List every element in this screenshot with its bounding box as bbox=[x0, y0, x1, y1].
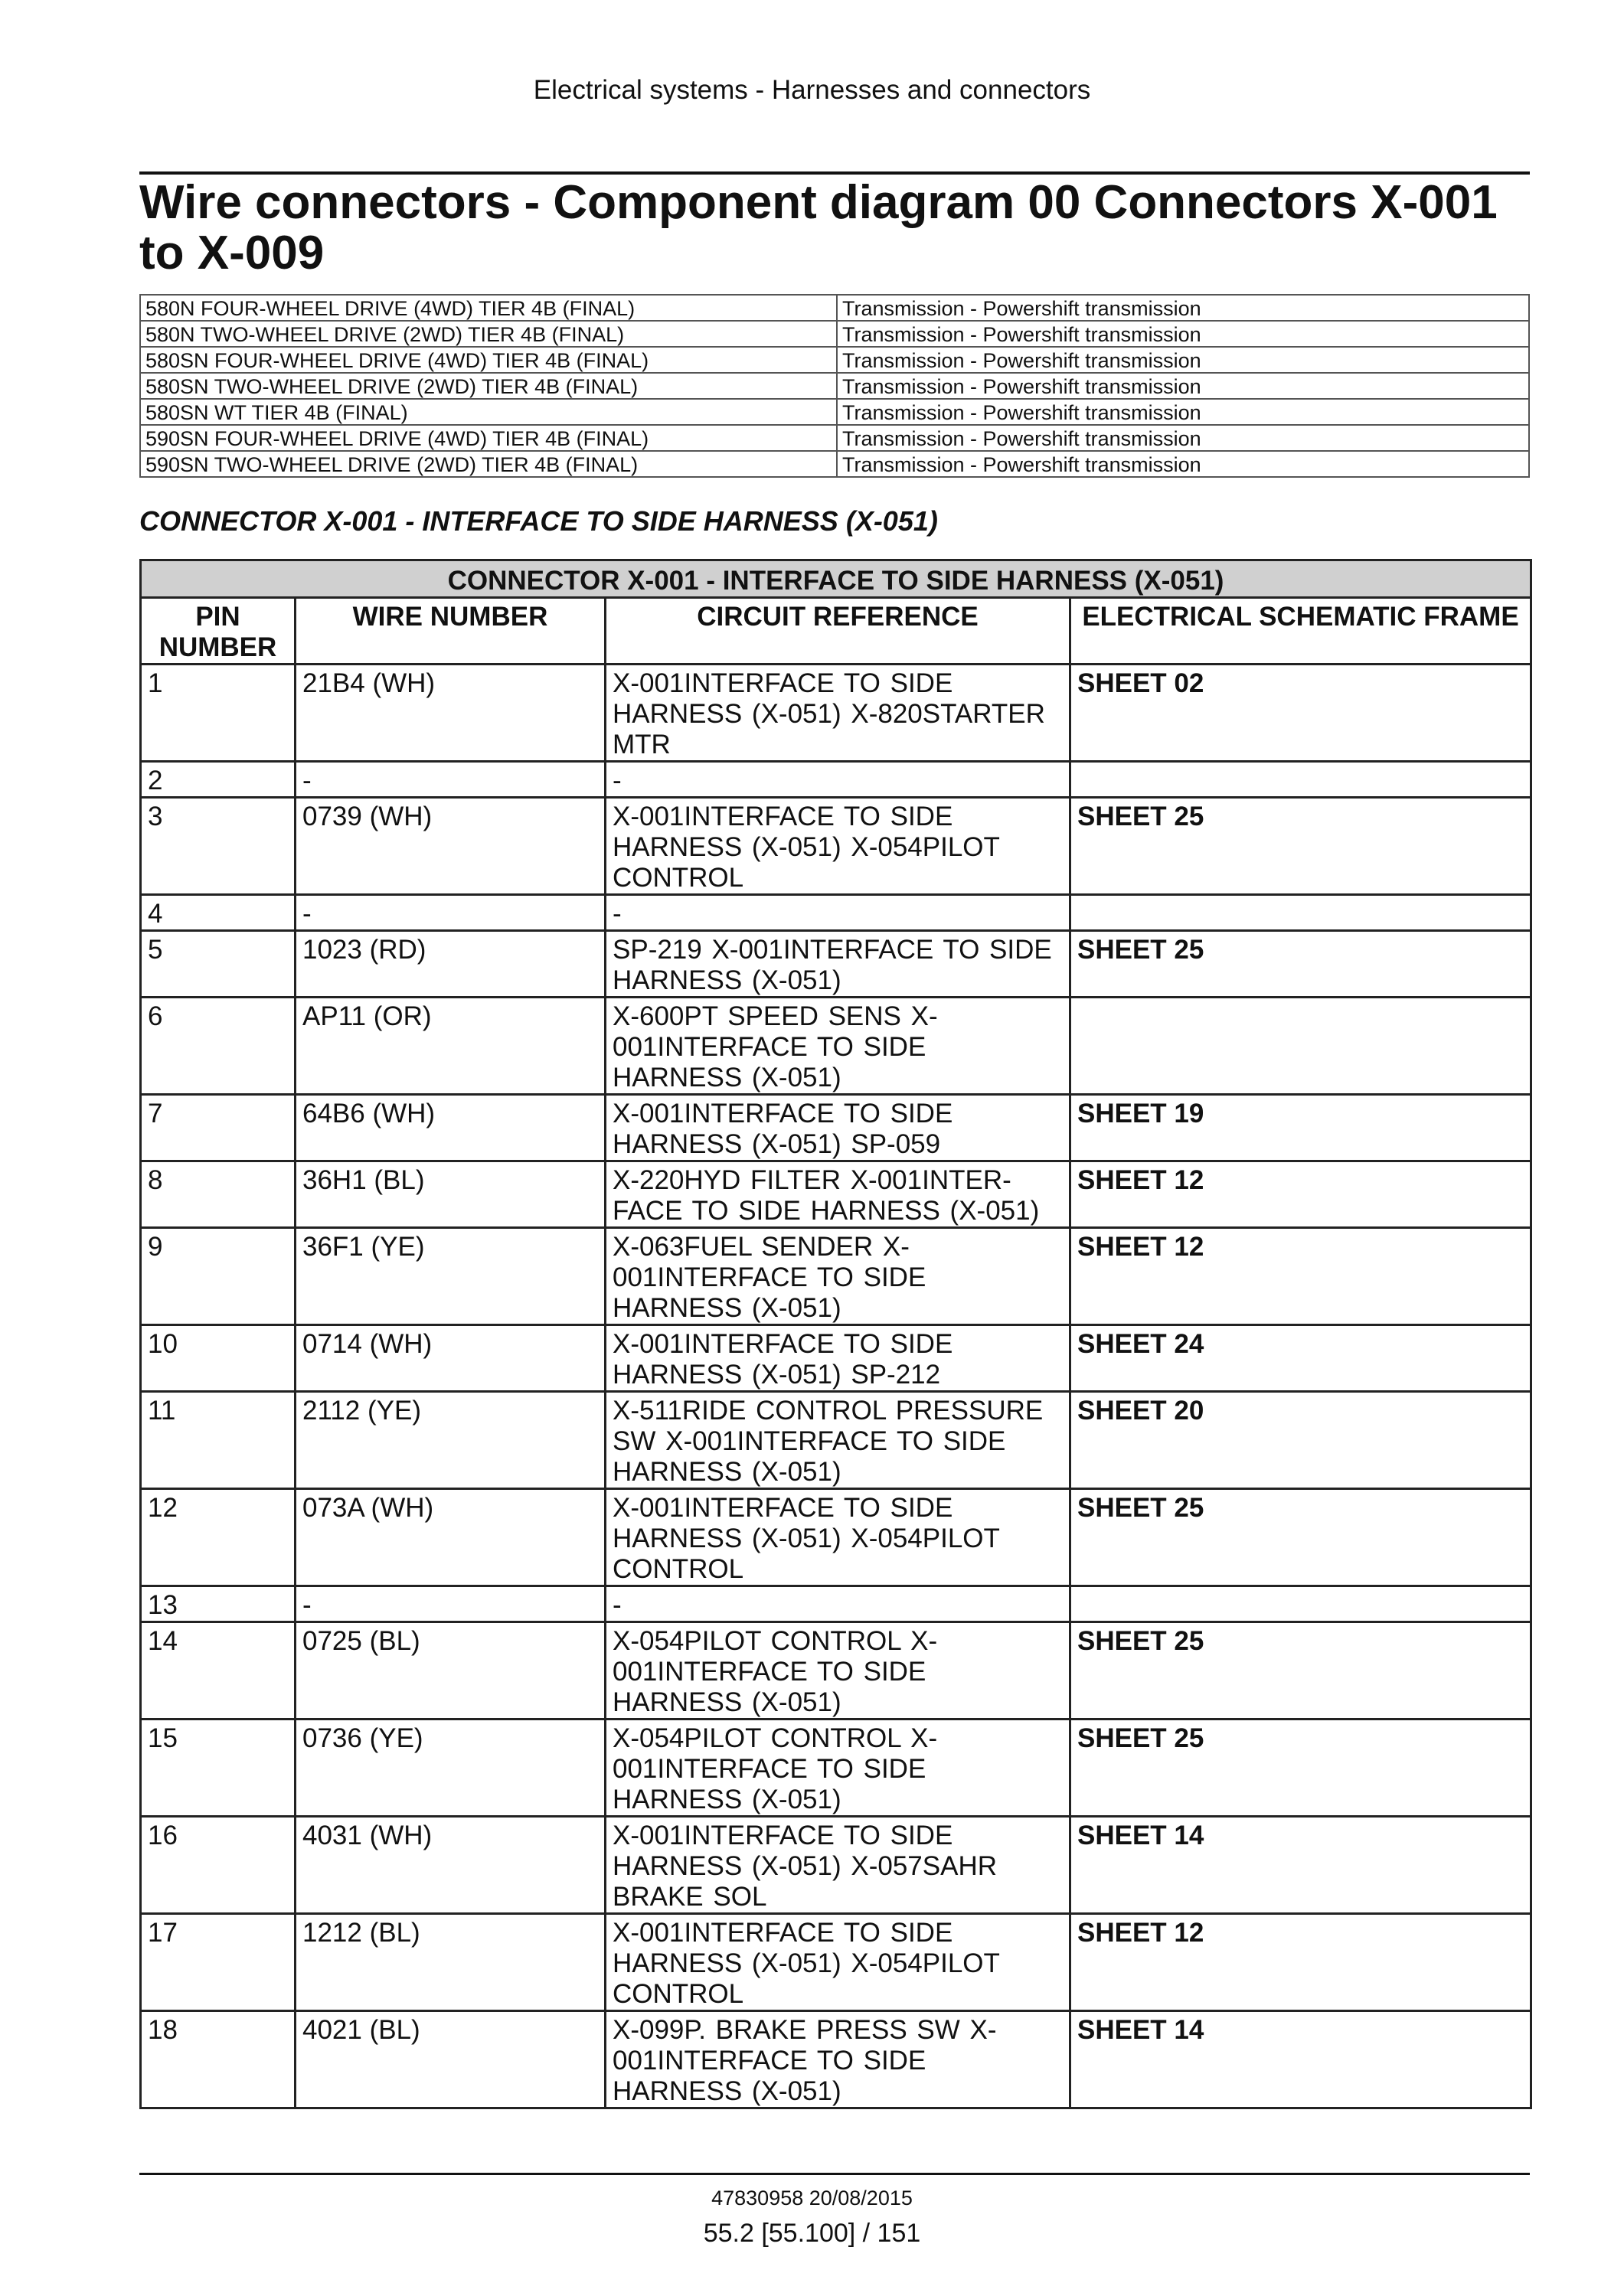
wire-number: 0714 (WH) bbox=[296, 1325, 606, 1392]
table-row bbox=[141, 1325, 1531, 1392]
model-system: Transmission - Powershift transmission bbox=[837, 425, 1529, 451]
table-row bbox=[141, 1392, 1531, 1489]
model-applicability-table bbox=[139, 294, 1530, 478]
wire-number: - bbox=[296, 1586, 606, 1622]
schematic-frame: SHEET 25 bbox=[1070, 1489, 1531, 1586]
pin-number: 2 bbox=[141, 762, 296, 798]
schematic-frame: SHEET 14 bbox=[1070, 2011, 1531, 2108]
wire-number: 36H1 (BL) bbox=[296, 1161, 606, 1228]
circuit-reference: - bbox=[606, 1586, 1070, 1622]
model-name: 590SN FOUR-WHEEL DRIVE (4WD) TIER 4B (FINAL) bbox=[140, 425, 837, 451]
schematic-frame: SHEET 25 bbox=[1070, 1720, 1531, 1817]
column-header-frame: ELECTRICAL SCHEMATIC FRAME bbox=[1070, 598, 1531, 665]
pin-number: 12 bbox=[141, 1489, 296, 1586]
table-row bbox=[141, 798, 1531, 895]
connector-table-caption: CONNECTOR X-001 - INTERFACE TO SIDE HARNESS (X-051) bbox=[141, 560, 1531, 598]
wire-number: 4021 (BL) bbox=[296, 2011, 606, 2108]
pin-number: 5 bbox=[141, 931, 296, 998]
model-row bbox=[140, 451, 1529, 477]
schematic-frame: SHEET 19 bbox=[1070, 1095, 1531, 1161]
table-row bbox=[141, 998, 1531, 1095]
schematic-frame bbox=[1070, 1586, 1531, 1622]
schematic-frame: SHEET 25 bbox=[1070, 931, 1531, 998]
pin-number: 15 bbox=[141, 1720, 296, 1817]
connector-rows bbox=[141, 665, 1531, 2108]
pin-number: 18 bbox=[141, 2011, 296, 2108]
pin-number: 3 bbox=[141, 798, 296, 895]
schematic-frame: SHEET 14 bbox=[1070, 1817, 1531, 1914]
wire-number: 21B4 (WH) bbox=[296, 665, 606, 762]
pin-number: 9 bbox=[141, 1228, 296, 1325]
wire-number: 0736 (YE) bbox=[296, 1720, 606, 1817]
table-row bbox=[141, 1817, 1531, 1914]
wire-number: 4031 (WH) bbox=[296, 1817, 606, 1914]
column-header-pin: PIN NUMBER bbox=[141, 598, 296, 665]
circuit-reference: X-001INTERFACE TO SIDE HARNESS (X-051) X-054PILOT CONTROL bbox=[606, 798, 1070, 895]
model-row bbox=[140, 399, 1529, 425]
table-row bbox=[141, 1622, 1531, 1720]
model-row bbox=[140, 373, 1529, 399]
wire-number: - bbox=[296, 762, 606, 798]
table-row bbox=[141, 1161, 1531, 1228]
model-name: 580N FOUR-WHEEL DRIVE (4WD) TIER 4B (FINAL) bbox=[140, 295, 837, 321]
circuit-reference: SP-219 X-001INTERFACE TO SIDE HARNESS (X-051) bbox=[606, 931, 1070, 998]
schematic-frame: SHEET 24 bbox=[1070, 1325, 1531, 1392]
pin-number: 16 bbox=[141, 1817, 296, 1914]
pin-number: 13 bbox=[141, 1586, 296, 1622]
circuit-reference: - bbox=[606, 762, 1070, 798]
wire-number: 64B6 (WH) bbox=[296, 1095, 606, 1161]
table-row bbox=[141, 895, 1531, 931]
table-row bbox=[141, 1586, 1531, 1622]
pin-number: 14 bbox=[141, 1622, 296, 1720]
circuit-reference: X-511RIDE CONTROL PRESSURE SW X-001INTERFACE TO SIDE HARNESS (X-051) bbox=[606, 1392, 1070, 1489]
schematic-frame bbox=[1070, 998, 1531, 1095]
circuit-reference: X-001INTERFACE TO SIDE HARNESS (X-051) SP-059 bbox=[606, 1095, 1070, 1161]
table-row bbox=[141, 1228, 1531, 1325]
pin-number: 1 bbox=[141, 665, 296, 762]
column-header-wire: WIRE NUMBER bbox=[296, 598, 606, 665]
model-system: Transmission - Powershift transmission bbox=[837, 347, 1529, 373]
wire-number: 0725 (BL) bbox=[296, 1622, 606, 1720]
page-reference: 55.2 [55.100] / 151 bbox=[703, 2219, 921, 2248]
schematic-frame: SHEET 12 bbox=[1070, 1914, 1531, 2011]
model-row bbox=[140, 295, 1529, 321]
model-system: Transmission - Powershift transmission bbox=[837, 399, 1529, 425]
circuit-reference: X-001INTERFACE TO SIDE HARNESS (X-051) X-057SAHR BRAKE SOL bbox=[606, 1817, 1070, 1914]
schematic-frame: SHEET 12 bbox=[1070, 1161, 1531, 1228]
circuit-reference: X-001INTERFACE TO SIDE HARNESS (X-051) X-820STARTER MTR bbox=[606, 665, 1070, 762]
model-list bbox=[140, 295, 1529, 477]
wire-number: AP11 (OR) bbox=[296, 998, 606, 1095]
circuit-reference: X-001INTERFACE TO SIDE HARNESS (X-051) SP-212 bbox=[606, 1325, 1070, 1392]
model-name: 590SN TWO-WHEEL DRIVE (2WD) TIER 4B (FINAL) bbox=[140, 451, 837, 477]
page-title: Wire connectors - Component diagram 00 Connectors X-001 to X-009 bbox=[139, 176, 1498, 279]
circuit-reference: X-001INTERFACE TO SIDE HARNESS (X-051) X-054PILOT CONTROL bbox=[606, 1914, 1070, 2011]
model-name: 580SN TWO-WHEEL DRIVE (2WD) TIER 4B (FINAL) bbox=[140, 373, 837, 399]
model-row bbox=[140, 347, 1529, 373]
section-heading: CONNECTOR X-001 - INTERFACE TO SIDE HARNESS (X-051) bbox=[139, 505, 938, 537]
table-row bbox=[141, 931, 1531, 998]
table-row bbox=[141, 1095, 1531, 1161]
document-id: 47830958 20/08/2015 bbox=[711, 2187, 913, 2209]
model-name: 580N TWO-WHEEL DRIVE (2WD) TIER 4B (FINAL) bbox=[140, 321, 837, 347]
model-system: Transmission - Powershift transmission bbox=[837, 451, 1529, 477]
model-row bbox=[140, 321, 1529, 347]
schematic-frame: SHEET 20 bbox=[1070, 1392, 1531, 1489]
model-system: Transmission - Powershift transmission bbox=[837, 295, 1529, 321]
table-row bbox=[141, 1914, 1531, 2011]
table-row bbox=[141, 762, 1531, 798]
circuit-reference: X-001INTERFACE TO SIDE HARNESS (X-051) X-054PILOT CONTROL bbox=[606, 1489, 1070, 1586]
wire-number: 36F1 (YE) bbox=[296, 1228, 606, 1325]
circuit-reference: X-063FUEL SENDER X-001INTERFACE TO SIDE HARNESS (X-051) bbox=[606, 1228, 1070, 1325]
wire-number: - bbox=[296, 895, 606, 931]
wire-number: 1212 (BL) bbox=[296, 1914, 606, 2011]
connector-table bbox=[139, 559, 1532, 2109]
model-name: 580SN WT TIER 4B (FINAL) bbox=[140, 399, 837, 425]
schematic-frame bbox=[1070, 895, 1531, 931]
pin-number: 10 bbox=[141, 1325, 296, 1392]
column-header-circuit: CIRCUIT REFERENCE bbox=[606, 598, 1070, 665]
circuit-reference: X-099P. BRAKE PRESS SW X-001INTERFACE TO SIDE HARNESS (X-051) bbox=[606, 2011, 1070, 2108]
wire-number: 2112 (YE) bbox=[296, 1392, 606, 1489]
running-header: Electrical systems - Harnesses and connectors bbox=[533, 75, 1091, 105]
schematic-frame bbox=[1070, 762, 1531, 798]
circuit-reference: X-220HYD FILTER X-001INTER-FACE TO SIDE HARNESS (X-051) bbox=[606, 1161, 1070, 1228]
pin-number: 17 bbox=[141, 1914, 296, 2011]
pin-number: 11 bbox=[141, 1392, 296, 1489]
pin-number: 7 bbox=[141, 1095, 296, 1161]
circuit-reference: X-600PT SPEED SENS X-001INTERFACE TO SIDE HARNESS (X-051) bbox=[606, 998, 1070, 1095]
circuit-reference: X-054PILOT CONTROL X-001INTERFACE TO SIDE HARNESS (X-051) bbox=[606, 1622, 1070, 1720]
table-row bbox=[141, 2011, 1531, 2108]
wire-number: 0739 (WH) bbox=[296, 798, 606, 895]
pin-number: 6 bbox=[141, 998, 296, 1095]
schematic-frame: SHEET 25 bbox=[1070, 1622, 1531, 1720]
model-name: 580SN FOUR-WHEEL DRIVE (4WD) TIER 4B (FINAL) bbox=[140, 347, 837, 373]
wire-number: 073A (WH) bbox=[296, 1489, 606, 1586]
model-system: Transmission - Powershift transmission bbox=[837, 373, 1529, 399]
table-row bbox=[141, 1720, 1531, 1817]
schematic-frame: SHEET 12 bbox=[1070, 1228, 1531, 1325]
model-system: Transmission - Powershift transmission bbox=[837, 321, 1529, 347]
table-row bbox=[141, 1489, 1531, 1586]
schematic-frame: SHEET 02 bbox=[1070, 665, 1531, 762]
schematic-frame: SHEET 25 bbox=[1070, 798, 1531, 895]
model-row bbox=[140, 425, 1529, 451]
pin-number: 4 bbox=[141, 895, 296, 931]
pin-number: 8 bbox=[141, 1161, 296, 1228]
footer-rule bbox=[139, 2173, 1530, 2175]
table-row bbox=[141, 665, 1531, 762]
circuit-reference: - bbox=[606, 895, 1070, 931]
wire-number: 1023 (RD) bbox=[296, 931, 606, 998]
circuit-reference: X-054PILOT CONTROL X-001INTERFACE TO SIDE HARNESS (X-051) bbox=[606, 1720, 1070, 1817]
title-rule bbox=[139, 171, 1530, 175]
